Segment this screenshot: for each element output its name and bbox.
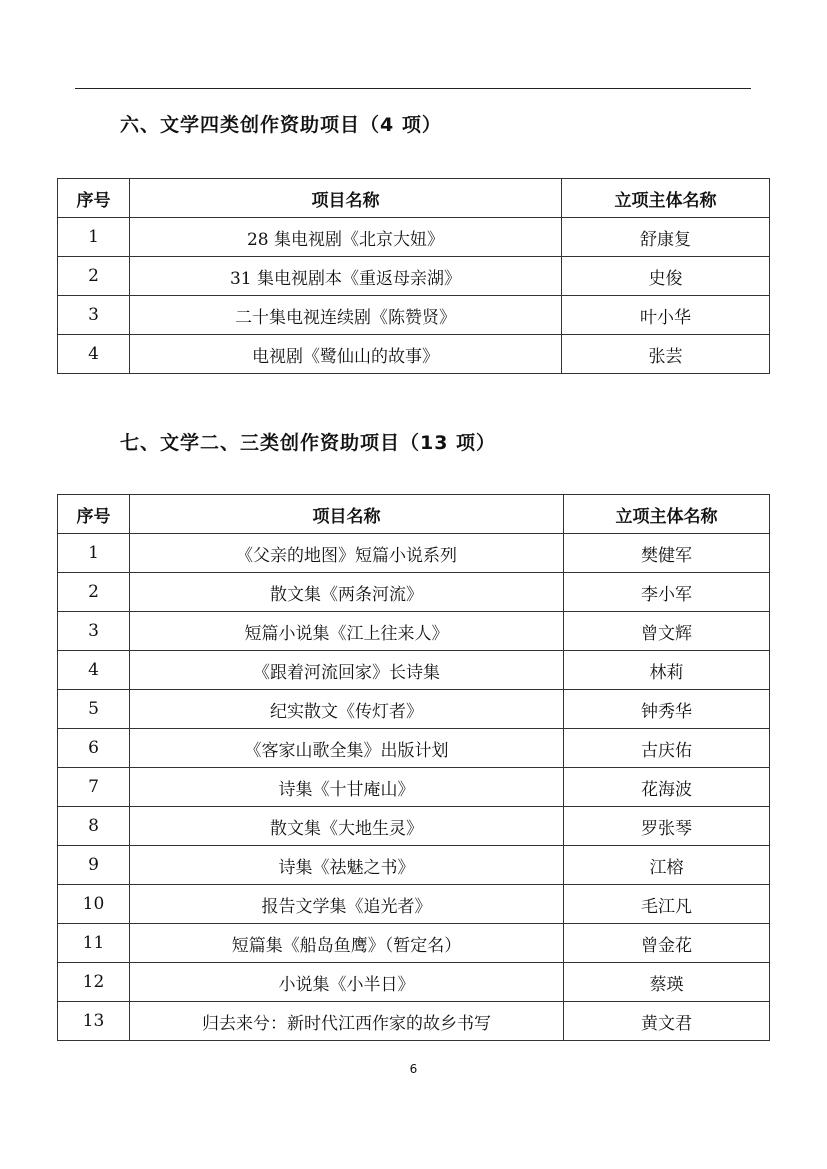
project-name: 31 集电视剧本《重返母亲湖》 (130, 257, 562, 296)
row-number: 11 (58, 924, 130, 963)
funding-table-category-2-3 (57, 494, 770, 1041)
header-serial-number: 序号 (58, 495, 130, 534)
row-number: 13 (58, 1002, 130, 1041)
applicant-name: 樊健军 (564, 534, 770, 573)
project-name: 《客家山歌全集》出版计划 (130, 729, 564, 768)
project-name: 二十集电视连续剧《陈赞贤》 (130, 296, 562, 335)
project-name: 电视剧《鹭仙山的故事》 (130, 335, 562, 374)
applicant-name: 林莉 (564, 651, 770, 690)
table-header-row (58, 495, 770, 534)
table-row (58, 846, 770, 885)
section-title-literature-category-2-3: 七、文学二、三类创作资助项目（13 项） (120, 432, 497, 454)
table-row (58, 612, 770, 651)
project-name: 小说集《小半日》 (130, 963, 564, 1002)
project-name: 归去来兮：新时代江西作家的故乡书写 (130, 1002, 564, 1041)
row-number: 2 (58, 257, 130, 296)
header-applicant-name: 立项主体名称 (564, 495, 770, 534)
header-project-name: 项目名称 (130, 495, 564, 534)
applicant-name: 江榕 (564, 846, 770, 885)
table-row (58, 335, 770, 374)
project-name: 诗集《祛魅之书》 (130, 846, 564, 885)
table-row (58, 257, 770, 296)
table-row (58, 729, 770, 768)
project-name: 《父亲的地图》短篇小说系列 (130, 534, 564, 573)
row-number: 6 (58, 729, 130, 768)
applicant-name: 钟秀华 (564, 690, 770, 729)
applicant-name: 李小军 (564, 573, 770, 612)
applicant-name: 叶小华 (562, 296, 770, 335)
project-name: 纪实散文《传灯者》 (130, 690, 564, 729)
table-header-row (58, 179, 770, 218)
header-rule (75, 88, 751, 89)
project-name: 散文集《大地生灵》 (130, 807, 564, 846)
table-row (58, 885, 770, 924)
applicant-name: 罗张琴 (564, 807, 770, 846)
table-row (58, 768, 770, 807)
row-number: 8 (58, 807, 130, 846)
table-row (58, 690, 770, 729)
applicant-name: 曾金花 (564, 924, 770, 963)
row-number: 7 (58, 768, 130, 807)
row-number: 3 (58, 296, 130, 335)
table-row (58, 807, 770, 846)
header-serial-number: 序号 (58, 179, 130, 218)
funding-table-category-4 (57, 178, 770, 374)
project-name: 《跟着河流回家》长诗集 (130, 651, 564, 690)
applicant-name: 舒康复 (562, 218, 770, 257)
project-name: 诗集《十甘庵山》 (130, 768, 564, 807)
table-row (58, 218, 770, 257)
section-title-literature-category-4: 六、文学四类创作资助项目（4 项） (120, 114, 442, 136)
table-row (58, 924, 770, 963)
table-row (58, 963, 770, 1002)
table-row (58, 534, 770, 573)
applicant-name: 黄文君 (564, 1002, 770, 1041)
applicant-name: 蔡瑛 (564, 963, 770, 1002)
table-row (58, 651, 770, 690)
row-number: 1 (58, 218, 130, 257)
table-row (58, 296, 770, 335)
applicant-name: 古庆佑 (564, 729, 770, 768)
project-name: 报告文学集《追光者》 (130, 885, 564, 924)
page-number: 6 (409, 1062, 418, 1076)
row-number: 2 (58, 573, 130, 612)
row-number: 12 (58, 963, 130, 1002)
project-name: 散文集《两条河流》 (130, 573, 564, 612)
table-row (58, 1002, 770, 1041)
row-number: 10 (58, 885, 130, 924)
row-number: 1 (58, 534, 130, 573)
row-number: 4 (58, 335, 130, 374)
row-number: 3 (58, 612, 130, 651)
applicant-name: 花海波 (564, 768, 770, 807)
applicant-name: 曾文辉 (564, 612, 770, 651)
header-project-name: 项目名称 (130, 179, 562, 218)
project-name: 短篇小说集《江上往来人》 (130, 612, 564, 651)
applicant-name: 张芸 (562, 335, 770, 374)
header-applicant-name: 立项主体名称 (562, 179, 770, 218)
row-number: 4 (58, 651, 130, 690)
project-name: 短篇集《船岛鱼鹰》（暂定名） (130, 924, 564, 963)
applicant-name: 史俊 (562, 257, 770, 296)
project-name: 28 集电视剧《北京大妞》 (130, 218, 562, 257)
applicant-name: 毛江凡 (564, 885, 770, 924)
row-number: 9 (58, 846, 130, 885)
row-number: 5 (58, 690, 130, 729)
table-row (58, 573, 770, 612)
